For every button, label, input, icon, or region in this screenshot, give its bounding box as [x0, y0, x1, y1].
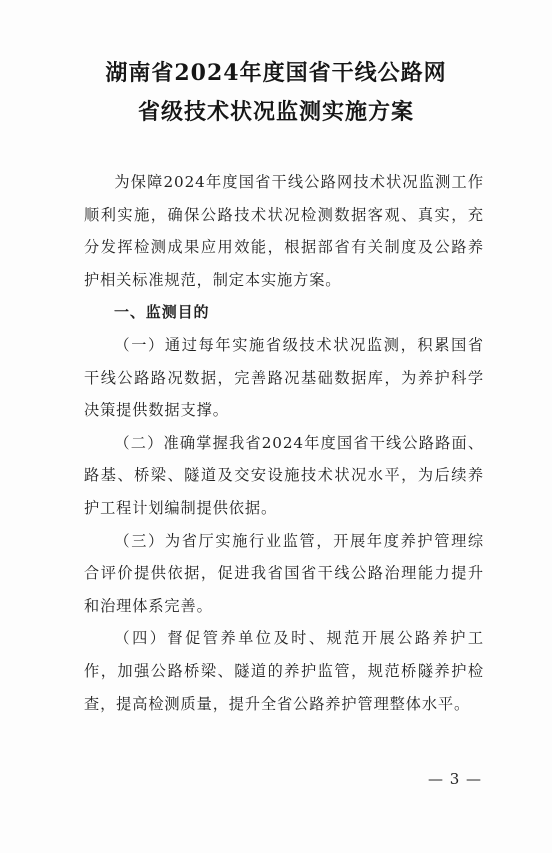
- intro-paragraph: 为保障2024年度国省干线公路网技术状况监测工作顺利实施，确保公路技术状况检测数据客观、真实，充分发挥检测成果应用效能，根据部省有关制度及公路养护相关标准规范，制定本实施方案。: [84, 173, 484, 289]
- list-item: （二）准确掌握我省2024年度国省干线公路路面、路基、桥梁、隧道及交安设施技术状况水平，为后续养护工程计划编制提供依据。: [84, 433, 484, 517]
- list-item: （一）通过每年实施省级技术状况监测，积累国省干线公路路况数据，完善路况基础数据库，为养护科学决策提供数据支撑。: [84, 335, 484, 420]
- document-title-line2: 省级技术状况监测实施方案: [137, 99, 414, 125]
- page-number: — 3 —: [427, 770, 483, 788]
- document-title-line1: 湖南省2024年度国省干线公路网: [105, 60, 447, 86]
- document-body: [84, 166, 484, 720]
- list-item: （三）为省厅实施行业监管，开展年度养护管理综合评价提供依据，促进我省国省干线公路治理能力提升和治理体系完善。: [84, 531, 484, 615]
- list-item: （四）督促管养单位及时、规范开展公路养护工作，加强公路桥梁、隧道的养护监管，规范桥隧养护检查，提高检测质量，提升全省公路养护管理整体水平。: [84, 629, 484, 713]
- section-heading: 一、监测目的: [114, 303, 210, 322]
